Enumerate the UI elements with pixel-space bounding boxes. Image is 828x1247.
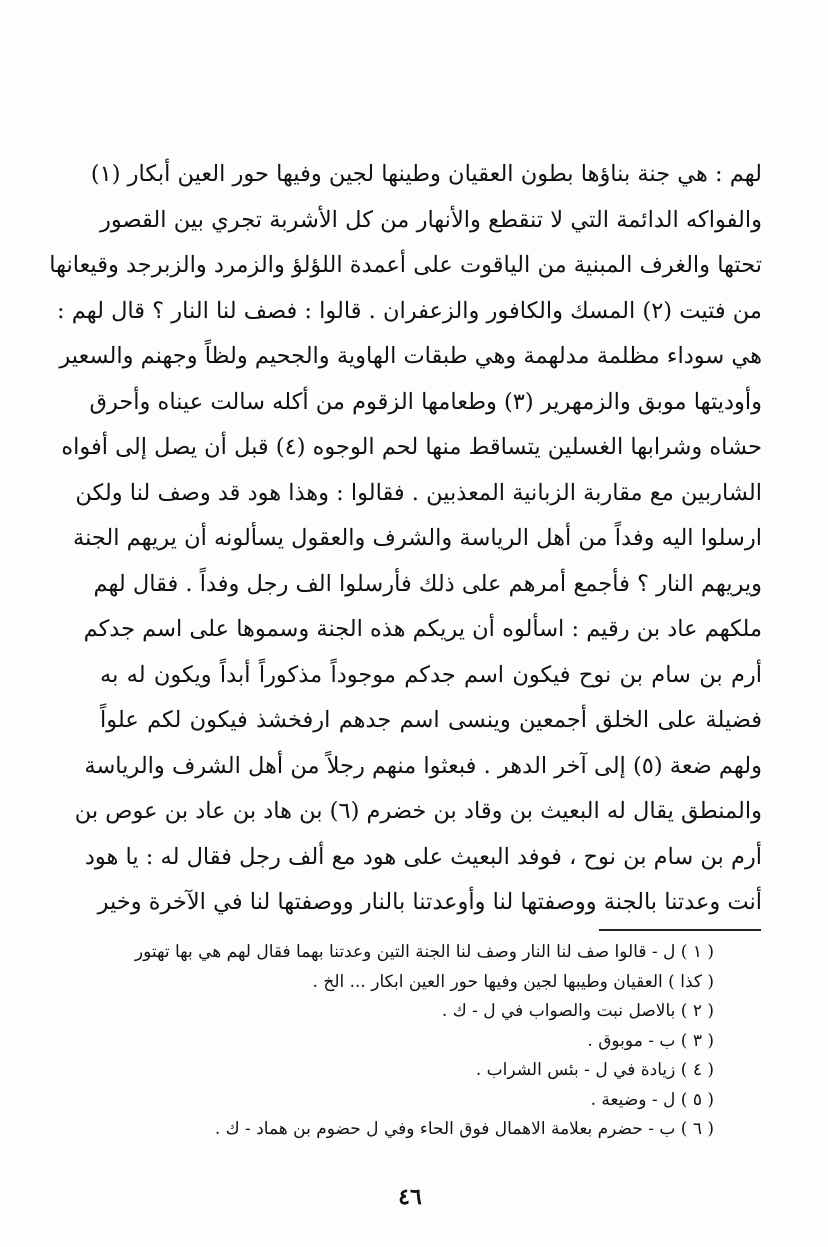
- text-line: لهم : هي جنة بناؤها بطون العقيان وطينها لجين وفيها حور العين أبكار (١): [90, 161, 762, 187]
- text-line: ويريهم النار ؟ فأجمع أمرهم على ذلك فأرسلوا الف رجل وفداً . فقال لهم: [93, 570, 762, 597]
- text-line: هي سوداء مظلمة مدلهمة وهي طبقات الهاوية والجحيم ولظاً وجهنم والسعير: [59, 343, 762, 369]
- text-line: أرم بن سام بن نوح ، فوفد البعيث على هود مع ألف رجل فقال له : يا هود: [84, 843, 762, 870]
- main-text-block: [49, 152, 762, 926]
- text-line: أرم بن سام بن نوح فيكون اسم جدكم موجوداً مذكوراً أبداً ويكون له به: [100, 661, 762, 688]
- footnote-line: ( ٢ ) بالاصل نبت والصواب في ل - ك .: [441, 1001, 714, 1021]
- text-line: ولهم ضعة (٥) إلى آخر الدهر . فبعثوا منهم رجلاً من أهل الشرف والرياسة: [84, 752, 762, 779]
- footnote-line: ( كذا ) العقيان وطيبها لجين وفيها حور العين ابكار ... الخ .: [312, 971, 714, 992]
- text-line: ارسلوا اليه وفداً من أهل الرياسة والشرف والعقول يسألونه أن يريهم الجنة: [73, 525, 762, 551]
- text-line: حشاه وشرابها الغسلين يتساقط منها لحم الوجوه (٤) قبل أن يصل إلى أفواه: [61, 434, 762, 460]
- page-number: ٤٦: [398, 1184, 422, 1210]
- text-line: والفواكه الدائمة التي لا تنقطع والأنهار من كل الأشربة تجري بين القصور: [100, 206, 762, 233]
- text-line: والمنطق يقال له البعيث بن وقاد بن خضرم (٦) بن هاد بن عاد بن عوص بن: [74, 798, 762, 824]
- text-line: ملكهم عاد بن رقيم : اسألوه أن يريكم هذه الجنة وسموها على اسم جدكم: [83, 616, 762, 642]
- text-line: وأوديتها موبق والزمهرير (٣) وطعامها الزقوم من أكله سالت عيناه وأحرق: [89, 388, 762, 415]
- footnote-line: ( ٦ ) ب - حضرم بعلامة الاهمال فوق الحاء وفي ل حضوم بن هماد - ك .: [214, 1119, 714, 1139]
- text-line: فضيلة على الخلق أجمعين وينسى اسم جدهم ارفخشذ فيكون لكم علواً: [100, 707, 762, 733]
- footnote-line: ( ٣ ) ب - موبوق .: [587, 1030, 714, 1051]
- footnote-line: ( ٤ ) زيادة في ل - بئس الشراب .: [475, 1060, 714, 1080]
- text-line: الشاربين مع مقاربة الزبانية المعذبين . فقالوا : وهذا هود قد وصف لنا ولكن: [75, 479, 762, 506]
- text-line: تحتها والغرف المبنية من الياقوت على أعمدة اللؤلؤ والزمرد والزبرجد وقيعانها: [49, 252, 762, 278]
- footnote-divider: [599, 929, 761, 931]
- footnote-line: ( ١ ) ل - قالوا صف لنا النار وصف لنا الجنة التين وعدتنا بهما فقال لهم هي بها تهتور: [134, 942, 714, 962]
- text-line: من فتيت (٢) المسك والكافور والزعفران . قالوا : فصف لنا النار ؟ قال لهم :: [56, 297, 762, 324]
- footnotes-block: [100, 938, 762, 1145]
- footnote-line: ( ٥ ) ل - وضيعة .: [590, 1089, 714, 1110]
- text-line: أنت وعدتنا بالجنة ووصفتها لنا وأوعدتنا بالنار ووصفتها لنا في الآخرة وخير: [97, 889, 762, 915]
